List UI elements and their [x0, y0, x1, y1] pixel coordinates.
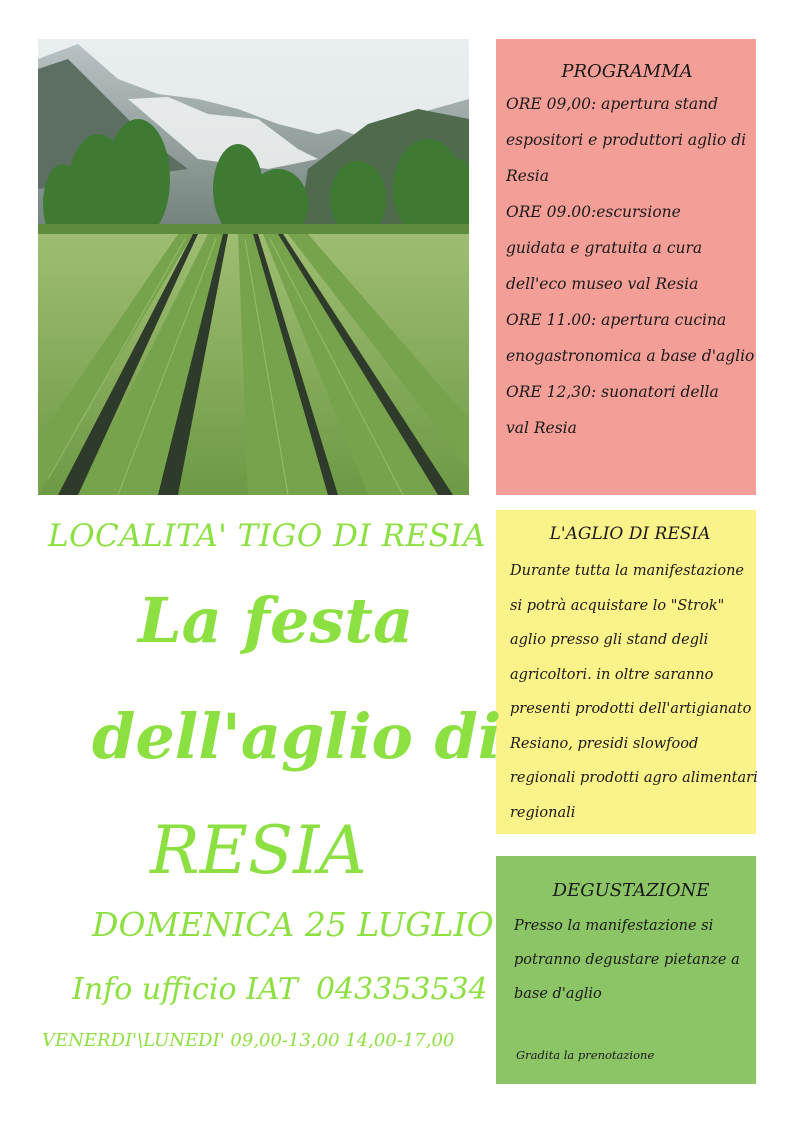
info-line — [72, 972, 488, 1007]
aglio-line: aglio presso gli stand degli — [510, 632, 709, 648]
programma-line: ORE 09,00: apertura stand — [506, 95, 719, 113]
programma-line: Resia — [506, 167, 549, 185]
programma-line: guidata e gratuita a cura — [506, 239, 703, 257]
programma-item — [506, 302, 755, 374]
degustazione-line: potranno degustare pietanze a — [514, 952, 740, 968]
location-heading: LOCALITA' TIGO DI RESIA — [48, 518, 486, 554]
aglio-line: regionali prodotti agro alimentari — [510, 770, 758, 786]
aglio-title: L'AGLIO DI RESIA — [549, 524, 711, 544]
programma-box — [496, 39, 756, 495]
programma-line: val Resia — [506, 419, 577, 437]
office-hours: VENERDI'\LUNEDI' 09,00-13,00 14,00-17,00 — [42, 1030, 455, 1051]
programma-line: ORE 12,30: suonatori della — [506, 383, 719, 401]
degustazione-paragraph — [514, 909, 748, 1011]
festival-title-line1: La festa — [138, 584, 414, 657]
info-phone: 043353534 — [315, 972, 488, 1007]
aglio-line: si potrà acquistare lo "Strok" — [510, 597, 725, 614]
programma-item — [506, 374, 748, 446]
garlic-field-icon — [38, 39, 469, 495]
degustazione-title: DEGUSTAZIONE — [552, 880, 710, 901]
aglio-box — [496, 510, 756, 834]
festival-title-line3: RESIA — [150, 812, 367, 889]
garlic-field-photo — [38, 39, 469, 495]
programma-line: espositori e produttori aglio di — [506, 131, 747, 149]
aglio-line: Resiano, presidi slowfood — [510, 735, 699, 752]
programma-line: ORE 09.00:escursione — [506, 203, 681, 221]
reservation-note: Gradita la prenotazione — [516, 1048, 655, 1062]
programma-item — [506, 86, 748, 194]
degustazione-box — [496, 856, 756, 1084]
festival-title-line2: dell'aglio di — [92, 700, 502, 773]
aglio-line: regionali — [510, 804, 576, 821]
info-label: Info ufficio IAT — [72, 972, 298, 1007]
programma-line: enogastronomica a base d'aglio — [506, 347, 755, 365]
degustazione-line: Presso la manifestazione si — [514, 918, 714, 934]
programma-line: ORE 11.00: apertura cucina — [506, 311, 727, 329]
aglio-line: agricoltori. in oltre saranno — [510, 666, 714, 683]
programma-title: PROGRAMMA — [561, 61, 693, 82]
event-date: DOMENICA 25 LUGLIO — [92, 905, 494, 944]
degustazione-line: base d'aglio — [514, 986, 602, 1002]
programma-item — [506, 194, 748, 302]
aglio-line: presenti prodotti dell'artigianato — [510, 701, 752, 717]
programma-line: dell'eco museo val Resia — [506, 275, 699, 293]
aglio-line: Durante tutta la manifestazione — [510, 563, 745, 579]
aglio-paragraph — [510, 554, 758, 830]
